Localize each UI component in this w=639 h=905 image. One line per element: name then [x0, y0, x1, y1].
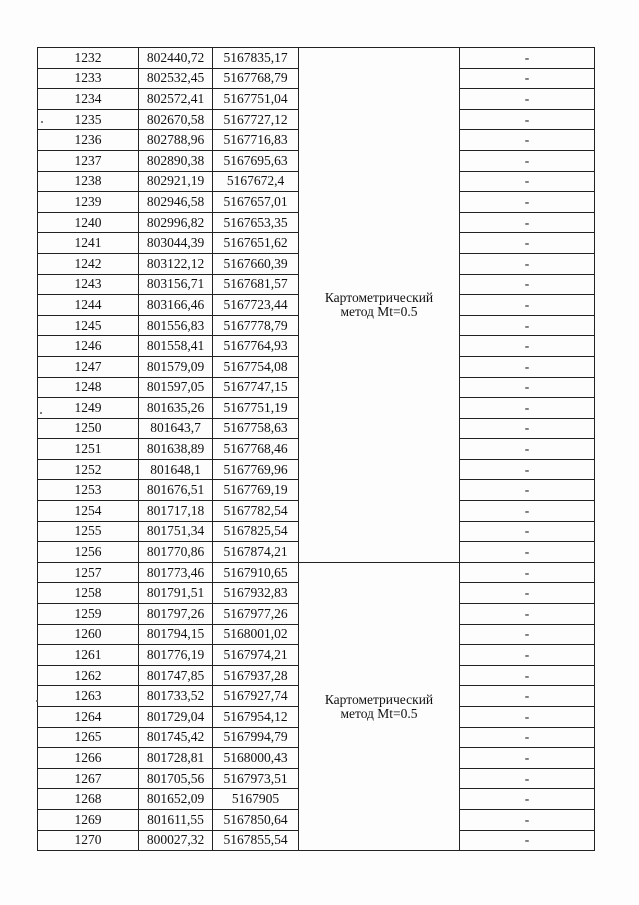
y-coordinate-cell: 5167835,17: [213, 48, 299, 69]
point-number-cell: 1238: [38, 171, 139, 192]
point-number-cell: 1249: [38, 398, 139, 419]
point-number-cell: 1254: [38, 501, 139, 522]
point-number-cell: 1251: [38, 439, 139, 460]
point-number-cell: 1236: [38, 130, 139, 151]
x-coordinate-cell: 801747,85: [139, 665, 213, 686]
point-number-cell: 1239: [38, 192, 139, 213]
coordinates-table-body: [38, 48, 595, 851]
method-line-2: метод Mt=0.5: [340, 705, 418, 721]
point-number-cell: 1235: [38, 109, 139, 130]
note-cell: -: [460, 89, 595, 110]
x-coordinate-cell: 800027,32: [139, 830, 213, 851]
point-number-cell: 1234: [38, 89, 139, 110]
method-cell: [299, 562, 460, 850]
note-cell: -: [460, 707, 595, 728]
x-coordinate-cell: 801751,34: [139, 521, 213, 542]
note-cell: -: [460, 336, 595, 357]
x-coordinate-cell: 802440,72: [139, 48, 213, 69]
point-number-cell: 1233: [38, 68, 139, 89]
x-coordinate-cell: 801733,52: [139, 686, 213, 707]
note-cell: -: [460, 439, 595, 460]
note-cell: -: [460, 583, 595, 604]
point-number-cell: 1246: [38, 336, 139, 357]
point-number-cell: 1261: [38, 645, 139, 666]
scan-speck: [41, 121, 43, 123]
note-cell: -: [460, 377, 595, 398]
note-cell: -: [460, 398, 595, 419]
note-cell: -: [460, 68, 595, 89]
note-cell: -: [460, 501, 595, 522]
point-number-cell: 1269: [38, 809, 139, 830]
y-coordinate-cell: 5167754,08: [213, 356, 299, 377]
note-cell: -: [460, 274, 595, 295]
x-coordinate-cell: 801797,26: [139, 604, 213, 625]
x-coordinate-cell: 801776,19: [139, 645, 213, 666]
note-cell: -: [460, 459, 595, 480]
table-row: [38, 562, 595, 583]
x-coordinate-cell: 801643,7: [139, 418, 213, 439]
point-number-cell: 1260: [38, 624, 139, 645]
y-coordinate-cell: 5167653,35: [213, 212, 299, 233]
method-line-2: метод Mt=0.5: [340, 303, 418, 319]
point-number-cell: 1255: [38, 521, 139, 542]
y-coordinate-cell: 5167850,64: [213, 809, 299, 830]
x-coordinate-cell: 801556,83: [139, 315, 213, 336]
y-coordinate-cell: 5167994,79: [213, 727, 299, 748]
point-number-cell: 1250: [38, 418, 139, 439]
table-row: [38, 48, 595, 69]
y-coordinate-cell: 5167954,12: [213, 707, 299, 728]
note-cell: -: [460, 233, 595, 254]
point-number-cell: 1248: [38, 377, 139, 398]
y-coordinate-cell: 5167727,12: [213, 109, 299, 130]
y-coordinate-cell: 5167782,54: [213, 501, 299, 522]
x-coordinate-cell: 801791,51: [139, 583, 213, 604]
note-cell: -: [460, 150, 595, 171]
point-number-cell: 1265: [38, 727, 139, 748]
point-number-cell: 1259: [38, 604, 139, 625]
note-cell: -: [460, 768, 595, 789]
point-number-cell: 1268: [38, 789, 139, 810]
point-number-cell: 1240: [38, 212, 139, 233]
y-coordinate-cell: 5167695,63: [213, 150, 299, 171]
point-number-cell: 1244: [38, 295, 139, 316]
note-cell: -: [460, 542, 595, 563]
y-coordinate-cell: 5167681,57: [213, 274, 299, 295]
x-coordinate-cell: 801770,86: [139, 542, 213, 563]
point-number-cell: 1258: [38, 583, 139, 604]
x-coordinate-cell: 801597,05: [139, 377, 213, 398]
method-cell: [299, 48, 460, 563]
y-coordinate-cell: 5167716,83: [213, 130, 299, 151]
x-coordinate-cell: 802788,96: [139, 130, 213, 151]
x-coordinate-cell: 801648,1: [139, 459, 213, 480]
note-cell: -: [460, 748, 595, 769]
point-number-cell: 1237: [38, 150, 139, 171]
note-cell: -: [460, 727, 595, 748]
y-coordinate-cell: 5167768,79: [213, 68, 299, 89]
x-coordinate-cell: 801638,89: [139, 439, 213, 460]
y-coordinate-cell: 5167778,79: [213, 315, 299, 336]
y-coordinate-cell: 5167751,04: [213, 89, 299, 110]
note-cell: -: [460, 48, 595, 69]
y-coordinate-cell: 5167977,26: [213, 604, 299, 625]
y-coordinate-cell: 5167660,39: [213, 253, 299, 274]
note-cell: -: [460, 604, 595, 625]
y-coordinate-cell: 5167672,4: [213, 171, 299, 192]
scan-speck: [40, 412, 42, 414]
y-coordinate-cell: 5167932,83: [213, 583, 299, 604]
note-cell: -: [460, 253, 595, 274]
x-coordinate-cell: 801728,81: [139, 748, 213, 769]
point-number-cell: 1256: [38, 542, 139, 563]
y-coordinate-cell: 5167874,21: [213, 542, 299, 563]
y-coordinate-cell: 5168000,43: [213, 748, 299, 769]
note-cell: -: [460, 109, 595, 130]
note-cell: -: [460, 171, 595, 192]
x-coordinate-cell: 801729,04: [139, 707, 213, 728]
x-coordinate-cell: 801558,41: [139, 336, 213, 357]
x-coordinate-cell: 801635,26: [139, 398, 213, 419]
note-cell: -: [460, 295, 595, 316]
x-coordinate-cell: 802670,58: [139, 109, 213, 130]
point-number-cell: 1242: [38, 253, 139, 274]
point-number-cell: 1266: [38, 748, 139, 769]
note-cell: -: [460, 212, 595, 233]
x-coordinate-cell: 801773,46: [139, 562, 213, 583]
y-coordinate-cell: 5167758,63: [213, 418, 299, 439]
x-coordinate-cell: 801611,55: [139, 809, 213, 830]
note-cell: -: [460, 521, 595, 542]
note-cell: -: [460, 418, 595, 439]
y-coordinate-cell: 5167769,19: [213, 480, 299, 501]
y-coordinate-cell: 5167769,96: [213, 459, 299, 480]
y-coordinate-cell: 5167825,54: [213, 521, 299, 542]
point-number-cell: 1243: [38, 274, 139, 295]
y-coordinate-cell: 5167910,65: [213, 562, 299, 583]
note-cell: -: [460, 624, 595, 645]
x-coordinate-cell: 801676,51: [139, 480, 213, 501]
x-coordinate-cell: 802572,41: [139, 89, 213, 110]
point-number-cell: 1264: [38, 707, 139, 728]
y-coordinate-cell: 5167768,46: [213, 439, 299, 460]
y-coordinate-cell: 5167927,74: [213, 686, 299, 707]
point-number-cell: 1245: [38, 315, 139, 336]
scan-speck: [36, 700, 38, 702]
point-number-cell: 1247: [38, 356, 139, 377]
x-coordinate-cell: 803122,12: [139, 253, 213, 274]
y-coordinate-cell: 5167855,54: [213, 830, 299, 851]
y-coordinate-cell: 5167751,19: [213, 398, 299, 419]
point-number-cell: 1253: [38, 480, 139, 501]
x-coordinate-cell: 802890,38: [139, 150, 213, 171]
y-coordinate-cell: 5167905: [213, 789, 299, 810]
point-number-cell: 1257: [38, 562, 139, 583]
note-cell: -: [460, 645, 595, 666]
note-cell: -: [460, 809, 595, 830]
note-cell: -: [460, 562, 595, 583]
point-number-cell: 1263: [38, 686, 139, 707]
note-cell: -: [460, 356, 595, 377]
point-number-cell: 1241: [38, 233, 139, 254]
y-coordinate-cell: 5167764,93: [213, 336, 299, 357]
y-coordinate-cell: 5167723,44: [213, 295, 299, 316]
y-coordinate-cell: 5167747,15: [213, 377, 299, 398]
point-number-cell: 1270: [38, 830, 139, 851]
x-coordinate-cell: 801717,18: [139, 501, 213, 522]
x-coordinate-cell: 801579,09: [139, 356, 213, 377]
note-cell: -: [460, 315, 595, 336]
note-cell: -: [460, 789, 595, 810]
x-coordinate-cell: 802532,45: [139, 68, 213, 89]
note-cell: -: [460, 130, 595, 151]
y-coordinate-cell: 5167974,21: [213, 645, 299, 666]
method-line-1: Картометрический: [324, 289, 434, 305]
point-number-cell: 1262: [38, 665, 139, 686]
x-coordinate-cell: 803156,71: [139, 274, 213, 295]
note-cell: -: [460, 830, 595, 851]
point-number-cell: 1252: [38, 459, 139, 480]
x-coordinate-cell: 801652,09: [139, 789, 213, 810]
x-coordinate-cell: 803166,46: [139, 295, 213, 316]
y-coordinate-cell: 5167973,51: [213, 768, 299, 789]
x-coordinate-cell: 803044,39: [139, 233, 213, 254]
point-number-cell: 1267: [38, 768, 139, 789]
y-coordinate-cell: 5167657,01: [213, 192, 299, 213]
x-coordinate-cell: 802946,58: [139, 192, 213, 213]
point-number-cell: 1232: [38, 48, 139, 69]
coordinates-table: [37, 47, 595, 851]
y-coordinate-cell: 5168001,02: [213, 624, 299, 645]
x-coordinate-cell: 801794,15: [139, 624, 213, 645]
y-coordinate-cell: 5167651,62: [213, 233, 299, 254]
note-cell: -: [460, 480, 595, 501]
x-coordinate-cell: 801705,56: [139, 768, 213, 789]
method-line-1: Картометрический: [324, 691, 434, 707]
x-coordinate-cell: 802996,82: [139, 212, 213, 233]
note-cell: -: [460, 192, 595, 213]
x-coordinate-cell: 801745,42: [139, 727, 213, 748]
y-coordinate-cell: 5167937,28: [213, 665, 299, 686]
note-cell: -: [460, 686, 595, 707]
note-cell: -: [460, 665, 595, 686]
x-coordinate-cell: 802921,19: [139, 171, 213, 192]
